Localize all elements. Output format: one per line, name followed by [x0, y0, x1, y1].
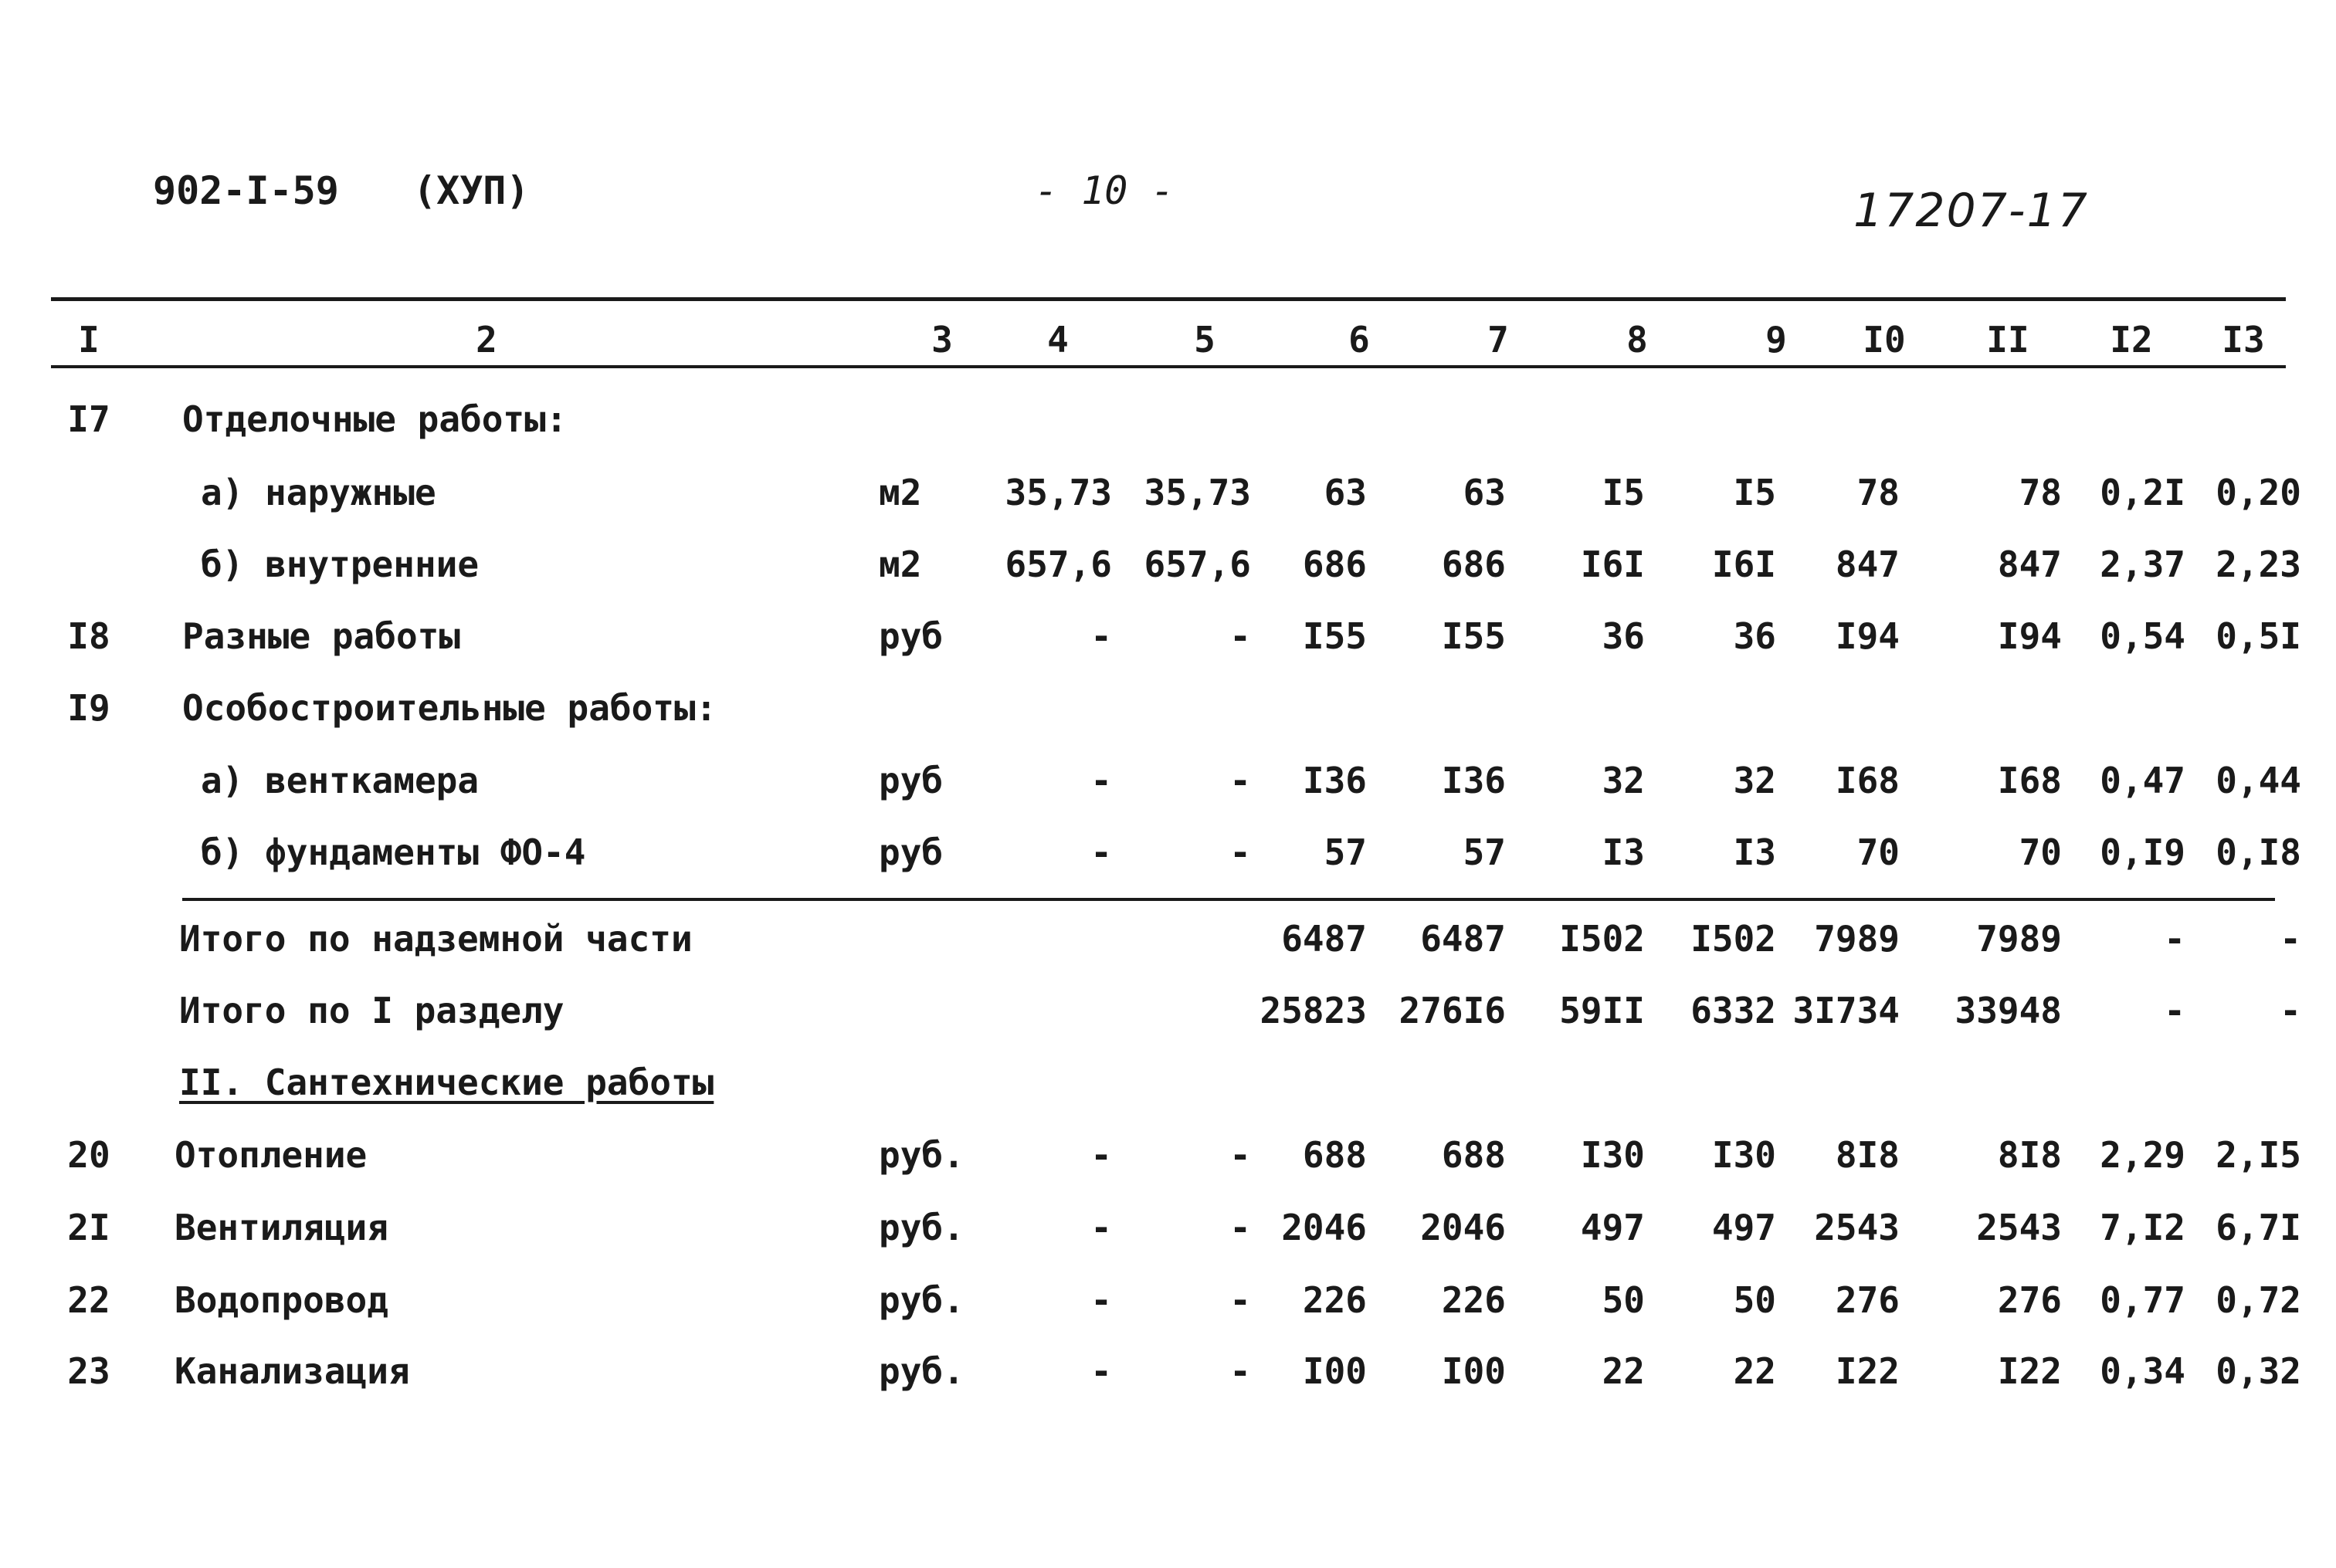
row-value-c13 — [2193, 1055, 2301, 1109]
document-code: 902-I-59 — [153, 168, 339, 213]
row-label: Особостроительные работы: — [182, 687, 717, 729]
row-number: 20 — [67, 1134, 110, 1176]
row-value-c12: 0,77 — [2100, 1279, 2185, 1321]
row-value-c7: 57 — [1463, 831, 1506, 873]
row-label: II. Сантехнические работы — [179, 1062, 714, 1103]
row-value-c11: 78 — [2019, 472, 2062, 513]
row-value-c4: - — [1090, 1350, 1112, 1392]
row-value-c13: - — [2280, 918, 2301, 960]
row-value-c4: - — [1090, 831, 1112, 873]
row-value-c12 — [2070, 681, 2185, 735]
row-value-c12: 0,I9 — [2100, 831, 2185, 873]
row-value-c4 — [981, 1055, 1112, 1109]
column-header-cell: 4 — [1047, 319, 1069, 361]
row-value-c13: 0,20 — [2216, 472, 2301, 513]
row-value-c9: I3 — [1733, 831, 1776, 873]
row-unit: руб. — [879, 1134, 965, 1176]
row-value-c4: - — [1090, 1207, 1112, 1248]
row-value-c13: 0,I8 — [2216, 831, 2301, 873]
column-header-row — [0, 313, 2336, 367]
row-value-c8: 59II — [1559, 990, 1645, 1031]
row-number — [54, 984, 124, 1038]
row-value-c10 — [1784, 681, 1900, 735]
row-value-c5: - — [1229, 1134, 1251, 1176]
row-number — [54, 754, 124, 808]
row-number — [54, 912, 124, 966]
row-unit — [879, 984, 971, 1038]
row-value-c7: 276I6 — [1399, 990, 1506, 1031]
row-value-c8 — [1529, 392, 1645, 446]
row-value-c9: I502 — [1690, 918, 1776, 960]
column-header-cell: 6 — [1348, 319, 1370, 361]
row-value-c7: 2046 — [1420, 1207, 1506, 1248]
row-value-c7: I00 — [1441, 1350, 1506, 1392]
row-value-c10: 3I734 — [1792, 990, 1900, 1031]
row-label: Итого по I разделу — [179, 990, 565, 1031]
column-header-cell: 3 — [931, 319, 953, 361]
row-value-c10: I94 — [1835, 615, 1900, 657]
row-value-c13: - — [2280, 990, 2301, 1031]
row-value-c13: 2,23 — [2216, 544, 2301, 585]
row-value-c11 — [1907, 681, 2062, 735]
column-header-cell: 2 — [476, 319, 497, 361]
row-unit — [879, 392, 971, 446]
row-value-c11 — [1907, 1055, 2062, 1109]
row-value-c7: 688 — [1441, 1134, 1506, 1176]
row-value-c11: I22 — [1997, 1350, 2062, 1392]
row-value-c12: 7,I2 — [2100, 1207, 2185, 1248]
row-value-c13: 0,44 — [2216, 760, 2301, 801]
row-value-c13: 0,72 — [2216, 1279, 2301, 1321]
row-value-c4: - — [1090, 615, 1112, 657]
row-number: 22 — [67, 1279, 110, 1321]
row-value-c10: I22 — [1835, 1350, 1900, 1392]
row-label: Отделочные работы: — [182, 398, 568, 440]
row-value-c11: I94 — [1997, 615, 2062, 657]
table-row — [0, 681, 2336, 735]
row-unit: руб. — [879, 1279, 965, 1321]
row-label: Канализация — [175, 1350, 410, 1392]
row-value-c7: 226 — [1441, 1279, 1506, 1321]
row-value-c9 — [1656, 681, 1776, 735]
row-value-c9: 50 — [1733, 1279, 1776, 1321]
row-unit — [879, 1055, 971, 1109]
row-value-c13: 0,32 — [2216, 1350, 2301, 1392]
row-number: 23 — [67, 1350, 110, 1392]
row-unit: руб. — [879, 1207, 965, 1248]
stamp-number: 17207-17 — [1853, 184, 2089, 238]
row-value-c8: 36 — [1602, 615, 1645, 657]
row-value-c8: 22 — [1602, 1350, 1645, 1392]
row-value-c4: - — [1090, 1134, 1112, 1176]
column-header-cell: I — [78, 319, 100, 361]
row-value-c6: 2046 — [1281, 1207, 1367, 1248]
row-unit: руб — [879, 615, 944, 657]
row-value-c5 — [1120, 912, 1251, 966]
row-value-c10: 78 — [1856, 472, 1900, 513]
row-value-c11 — [1907, 392, 2062, 446]
row-value-c6: 25823 — [1260, 990, 1367, 1031]
column-header-cell: 9 — [1765, 319, 1787, 361]
row-value-c4: 35,73 — [1005, 472, 1112, 513]
row-value-c4: - — [1090, 760, 1112, 801]
row-value-c6 — [1259, 1055, 1367, 1109]
document-part: (XУП) — [413, 168, 530, 213]
subtotal-rule — [182, 898, 2275, 901]
table-top-rule — [51, 297, 2286, 301]
row-unit: м2 — [879, 472, 922, 513]
row-number — [54, 1055, 124, 1109]
row-value-c9: 32 — [1733, 760, 1776, 801]
row-value-c7: 63 — [1463, 472, 1506, 513]
row-number — [54, 537, 124, 591]
row-value-c8: I5 — [1602, 472, 1645, 513]
row-value-c9: 22 — [1733, 1350, 1776, 1392]
row-label: Отопление — [175, 1134, 368, 1176]
row-value-c12: - — [2164, 918, 2185, 960]
row-value-c10: I68 — [1835, 760, 1900, 801]
row-value-c12 — [2070, 392, 2185, 446]
row-value-c7: I36 — [1441, 760, 1506, 801]
row-value-c12: 0,34 — [2100, 1350, 2185, 1392]
row-value-c5: 657,6 — [1144, 544, 1251, 585]
row-value-c10: 7989 — [1814, 918, 1900, 960]
row-value-c9: I30 — [1711, 1134, 1776, 1176]
row-value-c6: 688 — [1302, 1134, 1367, 1176]
column-header-cell: I3 — [2222, 319, 2265, 361]
table-row — [0, 912, 2336, 966]
row-value-c6 — [1259, 392, 1367, 446]
column-header-cell: 5 — [1194, 319, 1215, 361]
row-value-c11: 70 — [2019, 831, 2062, 873]
row-value-c9: I5 — [1733, 472, 1776, 513]
row-value-c5: - — [1229, 1207, 1251, 1248]
row-value-c5 — [1120, 984, 1251, 1038]
row-value-c5: - — [1229, 1279, 1251, 1321]
table-row — [0, 609, 2336, 663]
row-value-c6 — [1259, 681, 1367, 735]
column-header-cell: 8 — [1626, 319, 1648, 361]
row-value-c8: 32 — [1602, 760, 1645, 801]
row-value-c7 — [1390, 392, 1506, 446]
row-value-c5 — [1120, 681, 1251, 735]
row-value-c5: - — [1229, 760, 1251, 801]
row-value-c4: - — [1090, 1279, 1112, 1321]
row-unit — [879, 912, 971, 966]
row-label: а) венткамера — [201, 760, 480, 801]
row-value-c12: 2,29 — [2100, 1134, 2185, 1176]
row-value-c5: - — [1229, 615, 1251, 657]
row-unit — [879, 681, 971, 735]
row-value-c9: 6332 — [1690, 990, 1776, 1031]
row-value-c5: - — [1229, 831, 1251, 873]
row-value-c13: 2,I5 — [2216, 1134, 2301, 1176]
table-row — [0, 1128, 2336, 1182]
column-header-cell: I2 — [2110, 319, 2153, 361]
row-value-c11: 847 — [1997, 544, 2062, 585]
row-value-c9: 36 — [1733, 615, 1776, 657]
row-unit: руб — [879, 831, 944, 873]
row-label: Итого по надземной части — [179, 918, 693, 960]
row-value-c6: 57 — [1324, 831, 1367, 873]
row-value-c12: 2,37 — [2100, 544, 2185, 585]
row-value-c7: 6487 — [1420, 918, 1506, 960]
table-row — [0, 1273, 2336, 1327]
row-unit: руб. — [879, 1350, 965, 1392]
column-header-cell: 7 — [1487, 319, 1509, 361]
table-row — [0, 754, 2336, 808]
row-value-c11: 7989 — [1976, 918, 2062, 960]
table-row — [0, 392, 2336, 446]
page-number: - 10 - — [1035, 168, 1175, 213]
row-value-c10: 70 — [1856, 831, 1900, 873]
table-row — [0, 466, 2336, 520]
row-number: I9 — [67, 687, 110, 729]
row-number — [54, 466, 124, 520]
table-row — [0, 537, 2336, 591]
row-value-c10: 2543 — [1814, 1207, 1900, 1248]
row-value-c9 — [1656, 1055, 1776, 1109]
row-value-c12: 0,54 — [2100, 615, 2185, 657]
row-value-c10 — [1784, 392, 1900, 446]
row-value-c11: 276 — [1997, 1279, 2062, 1321]
table-row — [0, 1201, 2336, 1255]
row-value-c13 — [2193, 681, 2301, 735]
row-value-c13: 0,5I — [2216, 615, 2301, 657]
row-value-c7: 686 — [1441, 544, 1506, 585]
row-value-c10: 8I8 — [1835, 1134, 1900, 1176]
row-label: Вентиляция — [175, 1207, 388, 1248]
column-header-cell: I0 — [1863, 319, 1906, 361]
row-unit: руб — [879, 760, 944, 801]
row-value-c10 — [1784, 1055, 1900, 1109]
row-value-c10: 276 — [1835, 1279, 1900, 1321]
row-value-c13 — [2193, 392, 2301, 446]
row-value-c9: 497 — [1711, 1207, 1776, 1248]
row-value-c9: I6I — [1711, 544, 1776, 585]
row-value-c10: 847 — [1835, 544, 1900, 585]
row-value-c5: - — [1229, 1350, 1251, 1392]
row-number: I7 — [67, 398, 110, 440]
row-unit: м2 — [879, 544, 922, 585]
row-label: Водопровод — [175, 1279, 388, 1321]
row-value-c8: I3 — [1602, 831, 1645, 873]
row-value-c4: 657,6 — [1005, 544, 1112, 585]
row-value-c11: 2543 — [1976, 1207, 2062, 1248]
row-value-c7 — [1390, 1055, 1506, 1109]
row-value-c8: 497 — [1580, 1207, 1645, 1248]
row-value-c12: 0,2I — [2100, 472, 2185, 513]
row-value-c6: 226 — [1302, 1279, 1367, 1321]
row-value-c6: I55 — [1302, 615, 1367, 657]
row-value-c13: 6,7I — [2216, 1207, 2301, 1248]
row-value-c12: - — [2164, 990, 2185, 1031]
row-value-c5: 35,73 — [1144, 472, 1251, 513]
row-value-c7: I55 — [1441, 615, 1506, 657]
row-value-c6: 6487 — [1281, 918, 1367, 960]
row-value-c4 — [981, 392, 1112, 446]
row-value-c8 — [1529, 1055, 1645, 1109]
table-row — [0, 984, 2336, 1038]
row-number: I8 — [67, 615, 110, 657]
table-row — [0, 825, 2336, 879]
table-row — [0, 1055, 2336, 1109]
column-header-rule — [51, 365, 2286, 368]
row-value-c7 — [1390, 681, 1506, 735]
row-label: Разные работы — [182, 615, 461, 657]
row-value-c5 — [1120, 392, 1251, 446]
row-value-c8: I6I — [1580, 544, 1645, 585]
row-value-c8: I30 — [1580, 1134, 1645, 1176]
row-value-c6: I00 — [1302, 1350, 1367, 1392]
column-header-cell: II — [1986, 319, 2029, 361]
row-value-c12: 0,47 — [2100, 760, 2185, 801]
row-value-c11: I68 — [1997, 760, 2062, 801]
row-value-c4 — [981, 681, 1112, 735]
row-value-c4 — [981, 912, 1112, 966]
row-value-c8: I502 — [1559, 918, 1645, 960]
row-value-c11: 33948 — [1955, 990, 2062, 1031]
row-value-c4 — [981, 984, 1112, 1038]
row-value-c6: 686 — [1302, 544, 1367, 585]
row-value-c12 — [2070, 1055, 2185, 1109]
row-value-c6: I36 — [1302, 760, 1367, 801]
row-label: б) фундаменты ФО-4 — [201, 831, 586, 873]
table-row — [0, 1344, 2336, 1398]
row-number — [54, 825, 124, 879]
row-label: а) наружные — [201, 472, 436, 513]
row-value-c5 — [1120, 1055, 1251, 1109]
row-label: б) внутренние — [201, 544, 480, 585]
row-value-c6: 63 — [1324, 472, 1367, 513]
row-value-c11: 8I8 — [1997, 1134, 2062, 1176]
row-value-c8 — [1529, 681, 1645, 735]
row-value-c8: 50 — [1602, 1279, 1645, 1321]
row-value-c9 — [1656, 392, 1776, 446]
row-number: 2I — [67, 1207, 110, 1248]
